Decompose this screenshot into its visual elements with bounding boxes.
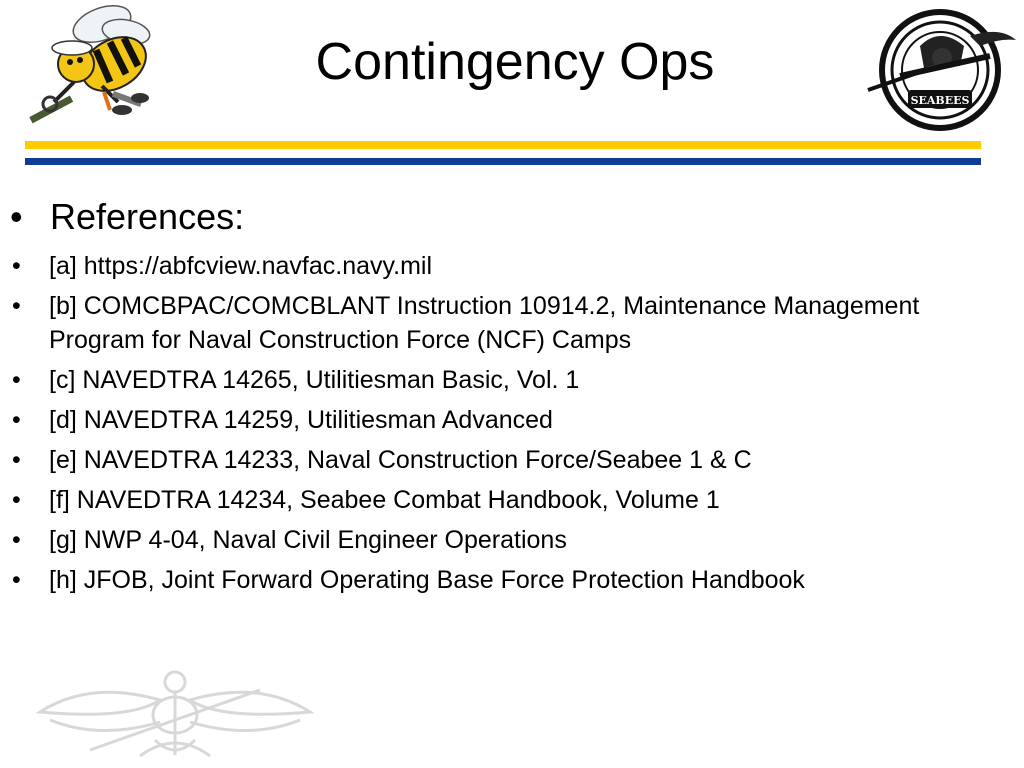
reference-b: [b] COMCBPAC/COMCBLANT Instruction 10914.2, Maintenance Management Program for Naval Construction Force (NCF) Camps <box>49 292 920 354</box>
bullet: • <box>12 292 21 320</box>
bullet: • <box>12 486 21 514</box>
list-item <box>0 289 1000 357</box>
gold-divider <box>25 141 981 149</box>
seabee-mascot-logo <box>14 2 164 137</box>
list-item <box>0 249 1000 283</box>
bullet: • <box>12 252 21 280</box>
reference-e: [e] NAVEDTRA 14233, Naval Construction Force/Seabee 1 & C <box>49 446 752 474</box>
insignia-watermark-icon <box>30 660 320 765</box>
slide-title: Contingency Ops <box>315 33 715 91</box>
bullet: • <box>12 446 21 474</box>
reference-a: [a] https://abfcview.navfac.navy.mil <box>49 252 433 280</box>
seabees-emblem-logo <box>860 6 1020 134</box>
bullet: • <box>12 526 21 554</box>
list-item <box>0 363 1000 397</box>
reference-c: [c] NAVEDTRA 14265, Utilitiesman Basic, Vol. 1 <box>49 366 580 394</box>
list-item <box>0 523 1000 557</box>
references-heading-text: References: <box>50 196 245 237</box>
references-list <box>0 193 1000 597</box>
list-item <box>0 403 1000 437</box>
seabees-emblem-text: SEABEES <box>910 94 970 107</box>
bullet: • <box>12 566 21 594</box>
references-heading <box>0 193 1000 243</box>
list-item <box>0 563 1000 597</box>
list-item <box>0 483 1000 517</box>
bullet: • <box>12 366 21 394</box>
reference-f: [f] NAVEDTRA 14234, Seabee Combat Handbook, Volume 1 <box>49 486 720 514</box>
reference-d: [d] NAVEDTRA 14259, Utilitiesman Advanced <box>49 406 553 434</box>
blue-divider <box>25 158 981 165</box>
reference-h: [h] JFOB, Joint Forward Operating Base Force Protection Handbook <box>49 566 805 594</box>
bullet: • <box>10 196 23 237</box>
bullet: • <box>12 406 21 434</box>
reference-g: [g] NWP 4-04, Naval Civil Engineer Operations <box>49 526 567 554</box>
list-item <box>0 443 1000 477</box>
